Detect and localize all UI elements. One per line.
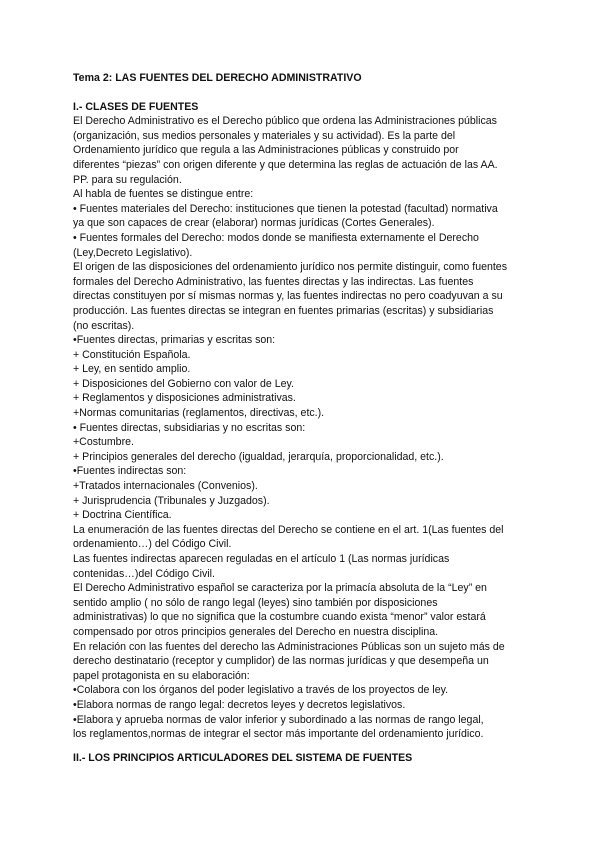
text-line: directas constituyen por sí mismas normas y, las fuentes indirectas no pero coadyuvan a su [73,290,503,303]
text-line: + Disposiciones del Gobierno con valor de Ley. [73,377,294,390]
text-line: Al habla de fuentes se distingue entre: [73,188,254,201]
text-line: (organización, sus medios personales y materiales y su actividad). Es la parte del [73,129,456,142]
section-heading-clases-de-fuentes: I.- CLASES DE FUENTES [73,100,199,113]
text-line: ordenamiento…) del Código Civil. [73,538,232,551]
section-heading-principios-articuladores: II.- LOS PRINCIPIOS ARTICULADORES DEL SISTEMA DE FUENTES [73,751,413,764]
text-line: • Fuentes formales del Derecho: modos donde se manifiesta externamente el Derecho [73,231,479,244]
text-line: • Fuentes directas, subsidiarias y no escritas son: [73,421,306,434]
text-line: • Fuentes materiales del Derecho: instituciones que tienen la potestad (facultad) normativa [73,202,498,215]
text-line: + Ley, en sentido amplio. [73,363,191,376]
text-line: (Ley,Decreto Legislativo). [73,246,193,259]
text-line: PP. para su regulación. [73,173,182,186]
text-line: los reglamentos,normas de integrar el sector más importante del ordenamiento jurídico. [73,728,484,741]
text-line: •Elabora normas de rango legal: decretos leyes y decretos legislativos. [73,698,406,711]
text-line: + Doctrina Científica. [73,509,172,522]
text-line: +Tratados internacionales (Convenios). [73,480,258,493]
text-line: +Normas comunitarias (reglamentos, directivas, etc.). [73,407,325,420]
text-line: formales del Derecho Administrativo, las fuentes directas y las indirectas. Las fuentes [73,275,474,288]
text-line: administrativas) lo que no significa que la costumbre cuando exista “menor” valor estará [73,611,486,624]
text-line: +Costumbre. [73,436,134,449]
text-line: + Constitución Española. [73,348,191,361]
text-line: producción. Las fuentes directas se integran en fuentes primarias (escritas) y subsidiarias [73,304,494,317]
text-line: ya que son capaces de crear (elaborar) normas jurídicas (Cortes Generales). [73,217,435,230]
text-line: •Fuentes directas, primarias y escritas son: [73,334,276,347]
text-line: La enumeración de las fuentes directas del Derecho se contiene en el art. 1(Las fuentes del [73,523,504,536]
text-line: •Colabora con los órganos del poder legislativo a través de los proyectos de ley. [73,684,449,697]
text-line: En relación con las fuentes del derecho las Administraciones Públicas son un sujeto más de [73,640,505,653]
text-line: •Fuentes indirectas son: [73,465,187,478]
text-line: compensado por otros principios generales del Derecho en nuestra disciplina. [73,625,439,638]
text-line: + Jurisprudencia (Tribunales y Juzgados). [73,494,270,507]
text-line: El Derecho Administrativo es el Derecho público que ordena las Administraciones públicas [73,115,497,128]
text-line: derecho destinatario (receptor y cumplidor) de las normas jurídicas y que desempeña un [73,655,489,668]
text-line: Las fuentes indirectas aparecen reguladas en el artículo 1 (Las normas jurídicas [73,553,450,565]
document-body [73,71,533,765]
text-line: contenidas…)del Código Civil. [73,567,215,580]
text-line: papel protagonista en su elaboración: [73,669,250,682]
text-line: + Reglamentos y disposiciones administrativas. [73,392,296,405]
text-line: diferentes “piezas” con origen diferente y que determina las reglas de actuación de las AA. [73,158,498,171]
text-line: + Principios generales del derecho (igualdad, jerarquía, proporcionalidad, etc.). [73,450,444,463]
text-line: El Derecho Administrativo español se caracteriza por la primacía absoluta de la “Ley” en [73,582,487,595]
document-title: Tema 2: LAS FUENTES DEL DERECHO ADMINISTRATIVO [73,72,362,84]
text-line: •Elabora y aprueba normas de valor inferior y subordinado a las normas de rango legal, [73,713,484,726]
text-line: Ordenamiento jurídico que regula a las Administraciones públicas y construido por [73,144,459,157]
section-body-clases-de-fuentes [73,114,533,742]
text-line: (no escritas). [73,319,135,332]
text-line: sentido amplio ( no sólo de rango legal (leyes) sino también por disposiciones [73,596,438,609]
text-line: El origen de las disposiciones del ordenamiento jurídico nos permite distinguir, como fuentes [73,261,507,274]
